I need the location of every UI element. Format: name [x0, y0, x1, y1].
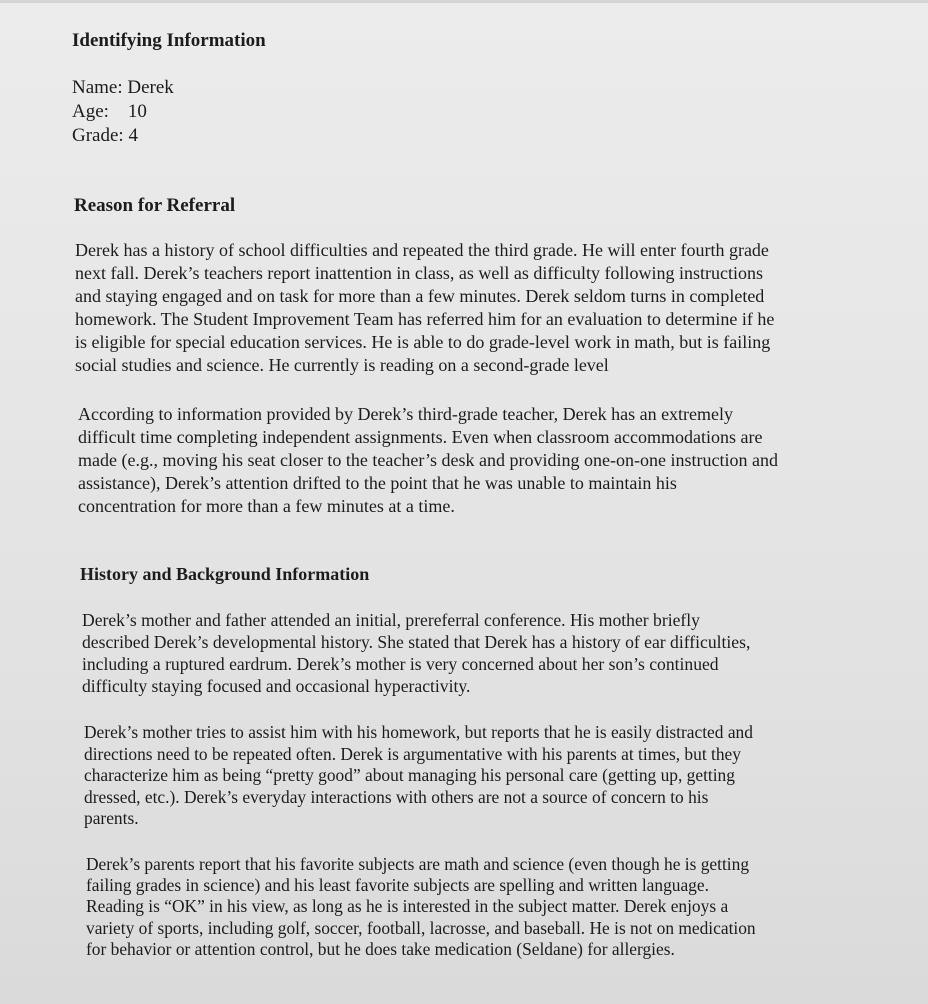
- text-line: including a ruptured eardrum. Derek’s mother is very concerned about her son’s continued: [82, 654, 719, 674]
- text-line: parents.: [84, 808, 139, 829]
- text-line: characterize him as being “pretty good” about managing his personal care (getting up, getting: [84, 765, 735, 786]
- text-line: homework. The Student Improvement Team has referred him for an evaluation to determine if he: [75, 309, 775, 329]
- identifying-information-heading: Identifying Information: [72, 30, 266, 51]
- text-line: dressed, etc.). Derek’s everyday interactions with others are not a source of concern to his: [84, 786, 709, 807]
- text-line: variety of sports, including golf, soccer, football, lacrosse, and baseball. He is not on medication: [86, 917, 756, 938]
- text-line: Derek’s parents report that his favorite subjects are math and science (even though he is getting: [86, 854, 750, 874]
- reason-for-referral-heading: Reason for Referral: [74, 195, 236, 216]
- text-line: difficult time completing independent assignments. Even when classroom accommodations are: [78, 427, 763, 447]
- text-line: failing grades in science) and his least favorite subjects are spelling and written language.: [86, 875, 709, 896]
- text-line: social studies and science. He currently is reading on a second-grade level: [75, 355, 609, 375]
- text-line: is eligible for special education services. He is able to do grade-level work in math, but is failing: [75, 332, 771, 352]
- text-line: next fall. Derek’s teachers report inattention in class, as well as difficulty following instructions: [75, 263, 763, 283]
- text-line: assistance), Derek’s attention drifted to the point that he was unable to maintain his: [78, 473, 677, 493]
- text-line: and staying engaged and on task for more than a few minutes. Derek seldom turns in completed: [75, 286, 765, 306]
- referral-paragraph-2: [78, 403, 868, 518]
- text-line: Derek’s mother tries to assist him with his homework, but reports that he is easily distracted and: [84, 722, 753, 742]
- text-line: for behavior or attention control, but he does take medication (Seldane) for allergies.: [86, 938, 675, 959]
- history-background-heading: History and Background Information: [80, 564, 370, 584]
- text-line: Reading is “OK” in his view, as long as he is interested in the subject matter. Derek enjoys a: [86, 896, 729, 917]
- referral-paragraph-1: [75, 239, 865, 377]
- age-field: Age: 10: [72, 101, 147, 122]
- text-line: difficulty staying focused and occasional hyperactivity.: [82, 676, 471, 696]
- text-line: directions need to be repeated often. Derek is argumentative with his parents at times, but they: [84, 743, 741, 764]
- text-line: made (e.g., moving his seat closer to the teacher’s desk and providing one-on-one instruction and: [78, 450, 778, 470]
- text-line: concentration for more than a few minutes at a time.: [78, 496, 455, 516]
- grade-field: Grade: 4: [72, 125, 138, 146]
- history-paragraph-1: [82, 609, 872, 697]
- text-line: described Derek’s developmental history. She stated that Derek has a history of ear difficulties,: [82, 632, 751, 652]
- text-line: Derek has a history of school difficulties and repeated the third grade. He will enter fourth grade: [75, 240, 769, 260]
- history-paragraph-3: [86, 854, 876, 960]
- text-line: Derek’s mother and father attended an initial, prereferral conference. His mother briefly: [82, 610, 700, 630]
- name-field: Name: Derek: [72, 77, 174, 98]
- history-paragraph-2: [84, 722, 874, 830]
- text-line: According to information provided by Derek’s third-grade teacher, Derek has an extremely: [78, 404, 734, 424]
